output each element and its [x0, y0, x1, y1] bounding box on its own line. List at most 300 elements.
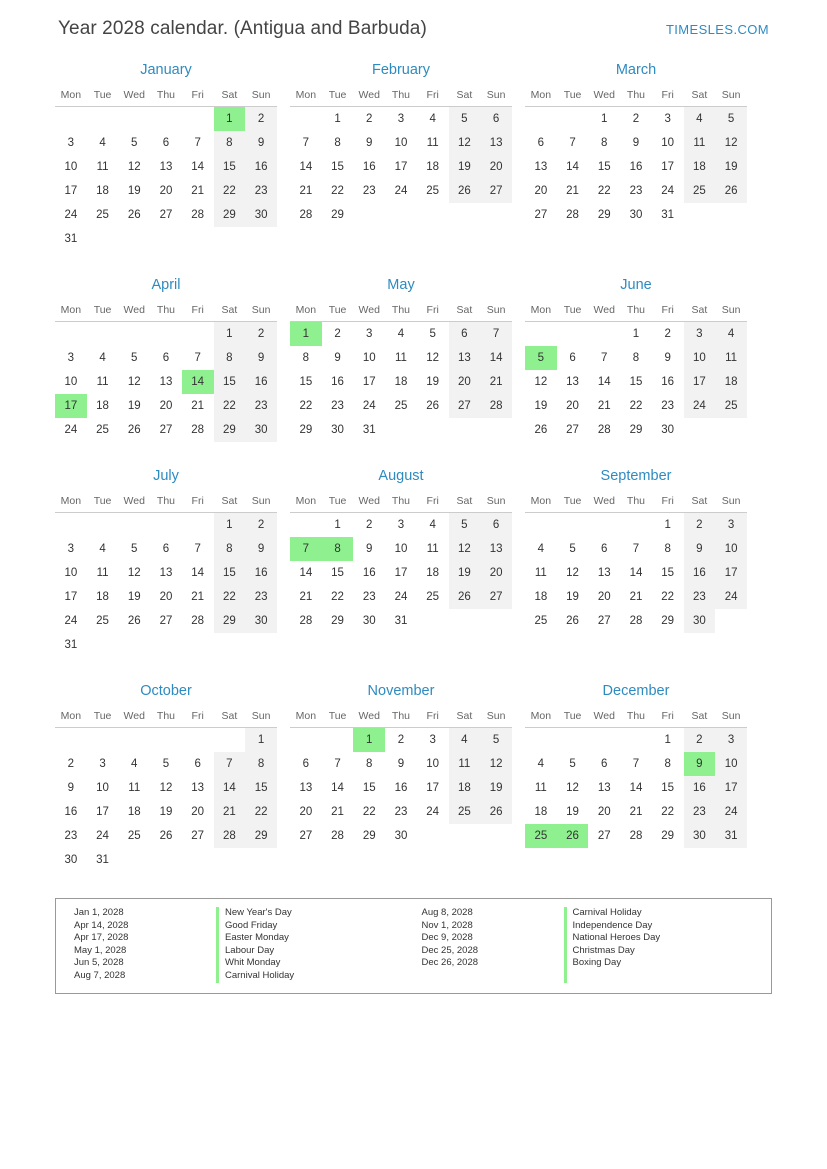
- day-cell[interactable]: 18: [534, 806, 548, 818]
- day-cell[interactable]: 30: [684, 824, 716, 848]
- day-cell[interactable]: 12: [566, 782, 579, 794]
- day-cell[interactable]: 15: [331, 567, 344, 579]
- day-cell[interactable]: 14: [299, 567, 313, 579]
- day-cell[interactable]: 28: [191, 209, 205, 221]
- day-cell[interactable]: 9: [632, 137, 640, 149]
- day-cell[interactable]: 2: [632, 113, 640, 125]
- day-cell[interactable]: 15: [597, 161, 611, 173]
- day-cell[interactable]: 13: [159, 376, 173, 388]
- day-cell[interactable]: 19: [127, 400, 141, 412]
- day-cell[interactable]: 16: [245, 561, 277, 585]
- day-cell[interactable]: 7: [632, 543, 640, 555]
- day-cell[interactable]: 6: [162, 137, 170, 149]
- day-cell[interactable]: 30: [629, 209, 643, 221]
- day-cell[interactable]: 7: [194, 137, 201, 149]
- day-cell[interactable]: 20: [566, 400, 579, 412]
- day-cell[interactable]: 25: [534, 615, 548, 627]
- day-cell[interactable]: 12: [449, 537, 481, 561]
- day-cell[interactable]: 28: [629, 830, 643, 842]
- day-cell[interactable]: 19: [566, 806, 579, 818]
- day-cell[interactable]: 13: [449, 346, 481, 370]
- day-cell[interactable]: 19: [534, 400, 548, 412]
- day-cell[interactable]: 6: [162, 352, 170, 364]
- day-cell[interactable]: 1: [664, 734, 671, 746]
- day-cell[interactable]: 30: [684, 609, 716, 633]
- day-cell[interactable]: 16: [362, 161, 376, 173]
- day-cell[interactable]: 12: [127, 567, 141, 579]
- day-cell[interactable]: 8: [214, 537, 246, 561]
- day-cell[interactable]: 22: [331, 591, 344, 603]
- day-cell[interactable]: 15: [362, 782, 376, 794]
- day-cell[interactable]: 13: [480, 537, 512, 561]
- day-cell[interactable]: 25: [127, 830, 141, 842]
- day-cell[interactable]: 26: [449, 179, 481, 203]
- day-cell[interactable]: 23: [64, 830, 78, 842]
- day-cell[interactable]: 3: [397, 113, 405, 125]
- day-cell[interactable]: 16: [629, 161, 643, 173]
- day-cell[interactable]: 21: [566, 185, 579, 197]
- day-cell[interactable]: 26: [426, 400, 440, 412]
- day-cell[interactable]: 26: [534, 424, 548, 436]
- day-cell-holiday[interactable]: 5: [525, 346, 557, 370]
- day-cell[interactable]: 21: [214, 800, 246, 824]
- day-cell[interactable]: 7: [194, 352, 201, 364]
- day-cell[interactable]: 23: [362, 591, 376, 603]
- day-cell[interactable]: 5: [131, 543, 138, 555]
- day-cell-holiday[interactable]: 17: [55, 394, 87, 418]
- day-cell[interactable]: 16: [684, 561, 716, 585]
- day-cell[interactable]: 4: [537, 758, 545, 770]
- day-cell[interactable]: 8: [214, 346, 246, 370]
- day-cell[interactable]: 23: [661, 400, 675, 412]
- site-brand[interactable]: TIMESLES.COM: [665, 21, 769, 37]
- day-cell[interactable]: 25: [715, 394, 747, 418]
- day-cell[interactable]: 3: [67, 137, 75, 149]
- day-cell[interactable]: 22: [214, 585, 246, 609]
- day-cell[interactable]: 21: [629, 591, 643, 603]
- day-cell[interactable]: 24: [715, 585, 747, 609]
- day-cell[interactable]: 26: [715, 179, 747, 203]
- day-cell[interactable]: 18: [715, 370, 747, 394]
- day-cell[interactable]: 29: [629, 424, 643, 436]
- day-cell[interactable]: 23: [245, 179, 277, 203]
- day-cell[interactable]: 19: [715, 155, 747, 179]
- day-cell[interactable]: 10: [661, 137, 675, 149]
- day-cell[interactable]: 28: [331, 830, 344, 842]
- day-cell[interactable]: 7: [334, 758, 341, 770]
- day-cell[interactable]: 13: [480, 131, 512, 155]
- day-cell[interactable]: 19: [127, 185, 141, 197]
- day-cell[interactable]: 11: [96, 161, 109, 173]
- day-cell[interactable]: 6: [480, 107, 512, 132]
- day-cell[interactable]: 10: [426, 758, 440, 770]
- day-cell[interactable]: 2: [245, 107, 277, 132]
- day-cell[interactable]: 26: [566, 615, 579, 627]
- day-cell[interactable]: 8: [601, 137, 608, 149]
- day-cell[interactable]: 14: [629, 567, 643, 579]
- day-cell[interactable]: 18: [96, 185, 109, 197]
- day-cell[interactable]: 16: [362, 567, 376, 579]
- day-cell[interactable]: 3: [429, 734, 436, 746]
- day-cell[interactable]: 11: [534, 567, 547, 579]
- day-cell[interactable]: 14: [597, 376, 611, 388]
- day-cell[interactable]: 9: [334, 352, 341, 364]
- day-cell[interactable]: 2: [366, 113, 373, 125]
- day-cell[interactable]: 30: [245, 418, 277, 442]
- day-cell[interactable]: 17: [426, 782, 440, 794]
- day-cell[interactable]: 22: [661, 591, 675, 603]
- day-cell[interactable]: 2: [245, 322, 277, 347]
- day-cell[interactable]: 9: [366, 543, 373, 555]
- day-cell[interactable]: 9: [366, 137, 373, 149]
- day-cell[interactable]: 15: [299, 376, 313, 388]
- day-cell-holiday[interactable]: 9: [684, 752, 716, 776]
- day-cell[interactable]: 20: [159, 591, 173, 603]
- day-cell[interactable]: 27: [159, 209, 173, 221]
- day-cell[interactable]: 14: [480, 346, 512, 370]
- day-cell[interactable]: 31: [362, 424, 376, 436]
- day-cell[interactable]: 20: [480, 155, 512, 179]
- day-cell[interactable]: 18: [684, 155, 716, 179]
- day-cell[interactable]: 5: [131, 352, 138, 364]
- day-cell[interactable]: 12: [127, 376, 141, 388]
- day-cell[interactable]: 15: [214, 155, 246, 179]
- day-cell[interactable]: 2: [67, 758, 75, 770]
- day-cell[interactable]: 18: [426, 161, 440, 173]
- day-cell[interactable]: 28: [214, 824, 246, 848]
- day-cell[interactable]: 1: [245, 728, 277, 753]
- day-cell[interactable]: 8: [245, 752, 277, 776]
- day-cell[interactable]: 10: [715, 537, 747, 561]
- day-cell[interactable]: 24: [426, 806, 440, 818]
- day-cell[interactable]: 21: [331, 806, 344, 818]
- day-cell[interactable]: 6: [601, 543, 608, 555]
- day-cell[interactable]: 12: [159, 782, 173, 794]
- day-cell[interactable]: 8: [664, 758, 671, 770]
- day-cell[interactable]: 20: [191, 806, 205, 818]
- day-cell[interactable]: 28: [480, 394, 512, 418]
- day-cell[interactable]: 18: [534, 591, 548, 603]
- day-cell[interactable]: 16: [661, 376, 675, 388]
- day-cell[interactable]: 1: [664, 519, 671, 531]
- day-cell[interactable]: 20: [449, 370, 481, 394]
- day-cell[interactable]: 14: [566, 161, 579, 173]
- day-cell[interactable]: 31: [96, 854, 109, 866]
- day-cell[interactable]: 28: [191, 615, 205, 627]
- day-cell[interactable]: 29: [597, 209, 611, 221]
- day-cell[interactable]: 22: [331, 185, 344, 197]
- day-cell[interactable]: 22: [245, 800, 277, 824]
- day-cell[interactable]: 18: [426, 567, 440, 579]
- day-cell[interactable]: 8: [214, 131, 246, 155]
- day-cell[interactable]: 9: [684, 537, 716, 561]
- day-cell[interactable]: 18: [96, 591, 109, 603]
- day-cell[interactable]: 9: [397, 758, 405, 770]
- day-cell[interactable]: 30: [331, 424, 344, 436]
- day-cell[interactable]: 15: [661, 782, 675, 794]
- day-cell[interactable]: 3: [67, 543, 75, 555]
- day-cell[interactable]: 2: [684, 728, 716, 753]
- day-cell[interactable]: 10: [362, 352, 376, 364]
- day-cell[interactable]: 8: [632, 352, 640, 364]
- day-cell[interactable]: 6: [194, 758, 201, 770]
- day-cell-holiday[interactable]: 25: [525, 824, 557, 848]
- day-cell[interactable]: 27: [534, 209, 548, 221]
- day-cell[interactable]: 9: [245, 131, 277, 155]
- day-cell[interactable]: 12: [426, 352, 440, 364]
- day-cell[interactable]: 24: [715, 800, 747, 824]
- day-cell[interactable]: 4: [537, 543, 545, 555]
- day-cell[interactable]: 21: [299, 591, 313, 603]
- day-cell[interactable]: 26: [127, 615, 141, 627]
- day-cell[interactable]: 10: [715, 752, 747, 776]
- day-cell[interactable]: 14: [191, 567, 205, 579]
- day-cell[interactable]: 30: [394, 830, 408, 842]
- day-cell[interactable]: 25: [426, 185, 440, 197]
- day-cell[interactable]: 28: [629, 615, 643, 627]
- day-cell-holiday[interactable]: 7: [290, 537, 322, 561]
- day-cell[interactable]: 17: [64, 185, 78, 197]
- day-cell[interactable]: 6: [480, 513, 512, 538]
- day-cell[interactable]: 5: [429, 328, 436, 340]
- day-cell[interactable]: 15: [629, 376, 643, 388]
- day-cell[interactable]: 13: [597, 782, 611, 794]
- day-cell[interactable]: 14: [331, 782, 344, 794]
- day-cell[interactable]: 16: [245, 370, 277, 394]
- day-cell[interactable]: 27: [159, 615, 173, 627]
- day-cell[interactable]: 29: [214, 609, 246, 633]
- day-cell[interactable]: 10: [64, 376, 78, 388]
- day-cell[interactable]: 28: [299, 615, 313, 627]
- day-cell[interactable]: 18: [449, 776, 481, 800]
- day-cell[interactable]: 11: [715, 346, 747, 370]
- day-cell[interactable]: 10: [394, 543, 408, 555]
- day-cell[interactable]: 27: [597, 615, 611, 627]
- day-cell[interactable]: 30: [245, 609, 277, 633]
- day-cell[interactable]: 3: [99, 758, 106, 770]
- day-cell[interactable]: 25: [96, 209, 109, 221]
- day-cell[interactable]: 26: [449, 585, 481, 609]
- day-cell[interactable]: 8: [664, 543, 671, 555]
- day-cell[interactable]: 12: [534, 376, 548, 388]
- day-cell[interactable]: 29: [661, 830, 675, 842]
- day-cell[interactable]: 11: [128, 782, 141, 794]
- day-cell[interactable]: 27: [566, 424, 579, 436]
- day-cell-holiday[interactable]: 8: [322, 537, 354, 561]
- day-cell[interactable]: 7: [214, 752, 246, 776]
- day-cell-holiday[interactable]: 1: [353, 728, 385, 753]
- day-cell[interactable]: 9: [245, 537, 277, 561]
- day-cell[interactable]: 10: [394, 137, 408, 149]
- day-cell[interactable]: 24: [64, 424, 78, 436]
- day-cell[interactable]: 15: [214, 561, 246, 585]
- day-cell[interactable]: 29: [331, 209, 344, 221]
- day-cell[interactable]: 22: [214, 179, 246, 203]
- day-cell[interactable]: 14: [191, 161, 205, 173]
- day-cell[interactable]: 3: [715, 728, 747, 753]
- day-cell[interactable]: 22: [299, 400, 313, 412]
- day-cell[interactable]: 7: [194, 543, 201, 555]
- day-cell[interactable]: 25: [394, 400, 408, 412]
- day-cell-holiday[interactable]: 14: [182, 370, 214, 394]
- day-cell[interactable]: 19: [566, 591, 579, 603]
- day-cell[interactable]: 16: [394, 782, 408, 794]
- day-cell[interactable]: 2: [366, 519, 373, 531]
- day-cell[interactable]: 13: [191, 782, 205, 794]
- day-cell[interactable]: 25: [684, 179, 716, 203]
- day-cell[interactable]: 24: [394, 591, 408, 603]
- day-cell[interactable]: 12: [566, 567, 579, 579]
- day-cell[interactable]: 4: [684, 107, 716, 132]
- day-cell[interactable]: 4: [449, 728, 481, 753]
- day-cell[interactable]: 14: [299, 161, 313, 173]
- day-cell[interactable]: 31: [715, 824, 747, 848]
- day-cell[interactable]: 1: [632, 328, 640, 340]
- day-cell[interactable]: 2: [397, 734, 405, 746]
- day-cell[interactable]: 31: [64, 233, 78, 245]
- day-cell[interactable]: 11: [534, 782, 547, 794]
- day-cell[interactable]: 4: [397, 328, 405, 340]
- day-cell[interactable]: 27: [480, 585, 512, 609]
- day-cell[interactable]: 20: [159, 185, 173, 197]
- day-cell[interactable]: 14: [629, 782, 643, 794]
- day-cell[interactable]: 17: [661, 161, 675, 173]
- day-cell-holiday[interactable]: 26: [557, 824, 589, 848]
- day-cell[interactable]: 23: [629, 185, 643, 197]
- day-cell[interactable]: 27: [480, 179, 512, 203]
- day-cell[interactable]: 24: [64, 209, 78, 221]
- day-cell[interactable]: 22: [661, 806, 675, 818]
- day-cell[interactable]: 31: [661, 209, 675, 221]
- day-cell[interactable]: 10: [684, 346, 716, 370]
- day-cell[interactable]: 5: [162, 758, 170, 770]
- day-cell[interactable]: 29: [331, 615, 344, 627]
- day-cell[interactable]: 31: [394, 615, 408, 627]
- day-cell[interactable]: 29: [661, 615, 675, 627]
- day-cell[interactable]: 23: [684, 585, 716, 609]
- day-cell[interactable]: 4: [429, 519, 436, 531]
- day-cell[interactable]: 6: [162, 543, 170, 555]
- day-cell[interactable]: 3: [366, 328, 373, 340]
- day-cell[interactable]: 21: [629, 806, 643, 818]
- day-cell[interactable]: 22: [597, 185, 611, 197]
- day-cell[interactable]: 15: [245, 776, 277, 800]
- day-cell[interactable]: 5: [569, 543, 576, 555]
- day-cell[interactable]: 28: [566, 209, 579, 221]
- day-cell[interactable]: 19: [480, 776, 512, 800]
- day-cell[interactable]: 24: [64, 615, 78, 627]
- day-cell[interactable]: 23: [245, 394, 277, 418]
- day-cell[interactable]: 4: [99, 137, 106, 149]
- day-cell[interactable]: 7: [601, 352, 608, 364]
- day-cell[interactable]: 20: [597, 806, 611, 818]
- day-cell[interactable]: 21: [191, 185, 205, 197]
- day-cell[interactable]: 25: [426, 591, 440, 603]
- day-cell[interactable]: 17: [64, 591, 78, 603]
- day-cell[interactable]: 26: [159, 830, 173, 842]
- day-cell[interactable]: 19: [449, 561, 481, 585]
- day-cell[interactable]: 27: [597, 830, 611, 842]
- day-cell[interactable]: 23: [394, 806, 408, 818]
- day-cell[interactable]: 27: [449, 394, 481, 418]
- day-cell[interactable]: 2: [684, 513, 716, 538]
- day-cell[interactable]: 1: [214, 513, 246, 538]
- day-cell[interactable]: 11: [426, 543, 439, 555]
- day-cell[interactable]: 13: [534, 161, 548, 173]
- day-cell[interactable]: 2: [664, 328, 671, 340]
- day-cell[interactable]: 5: [569, 758, 576, 770]
- day-cell[interactable]: 7: [302, 137, 310, 149]
- day-cell[interactable]: 13: [597, 567, 611, 579]
- day-cell[interactable]: 26: [127, 424, 141, 436]
- day-cell[interactable]: 18: [394, 376, 408, 388]
- day-cell[interactable]: 23: [684, 800, 716, 824]
- day-cell[interactable]: 14: [214, 776, 246, 800]
- day-cell[interactable]: 21: [480, 370, 512, 394]
- day-cell[interactable]: 12: [715, 131, 747, 155]
- day-cell[interactable]: 18: [96, 400, 109, 412]
- day-cell[interactable]: 11: [96, 376, 109, 388]
- day-cell[interactable]: 18: [127, 806, 141, 818]
- day-cell[interactable]: 30: [362, 615, 376, 627]
- day-cell[interactable]: 13: [299, 782, 313, 794]
- day-cell-holiday[interactable]: 1: [214, 107, 246, 132]
- day-cell[interactable]: 29: [214, 203, 246, 227]
- day-cell[interactable]: 2: [334, 328, 341, 340]
- day-cell[interactable]: 13: [566, 376, 579, 388]
- day-cell[interactable]: 8: [302, 352, 310, 364]
- day-cell[interactable]: 25: [96, 615, 109, 627]
- day-cell-holiday[interactable]: 1: [290, 322, 322, 347]
- day-cell[interactable]: 2: [245, 513, 277, 538]
- day-cell[interactable]: 21: [299, 185, 313, 197]
- day-cell[interactable]: 3: [67, 352, 75, 364]
- day-cell[interactable]: 5: [480, 728, 512, 753]
- day-cell[interactable]: 20: [534, 185, 548, 197]
- day-cell[interactable]: 30: [661, 424, 675, 436]
- day-cell[interactable]: 13: [159, 161, 173, 173]
- day-cell[interactable]: 1: [334, 113, 341, 125]
- day-cell[interactable]: 9: [664, 352, 671, 364]
- day-cell[interactable]: 26: [127, 209, 141, 221]
- day-cell[interactable]: 3: [664, 113, 671, 125]
- day-cell[interactable]: 22: [214, 394, 246, 418]
- day-cell[interactable]: 24: [362, 400, 376, 412]
- day-cell[interactable]: 16: [64, 806, 78, 818]
- day-cell[interactable]: 11: [426, 137, 439, 149]
- day-cell[interactable]: 15: [661, 567, 675, 579]
- day-cell[interactable]: 25: [449, 800, 481, 824]
- day-cell[interactable]: 3: [397, 519, 405, 531]
- day-cell[interactable]: 4: [131, 758, 138, 770]
- day-cell[interactable]: 9: [245, 346, 277, 370]
- day-cell[interactable]: 19: [426, 376, 440, 388]
- day-cell[interactable]: 29: [299, 424, 313, 436]
- day-cell[interactable]: 26: [480, 800, 512, 824]
- day-cell[interactable]: 15: [214, 370, 246, 394]
- day-cell[interactable]: 4: [99, 352, 106, 364]
- day-cell[interactable]: 11: [684, 131, 716, 155]
- day-cell[interactable]: 17: [362, 376, 376, 388]
- day-cell[interactable]: 6: [569, 352, 576, 364]
- day-cell[interactable]: 7: [480, 322, 512, 347]
- day-cell[interactable]: 19: [127, 591, 141, 603]
- day-cell[interactable]: 27: [299, 830, 313, 842]
- day-cell[interactable]: 3: [715, 513, 747, 538]
- day-cell[interactable]: 27: [159, 424, 173, 436]
- day-cell[interactable]: 15: [331, 161, 344, 173]
- day-cell[interactable]: 1: [601, 113, 608, 125]
